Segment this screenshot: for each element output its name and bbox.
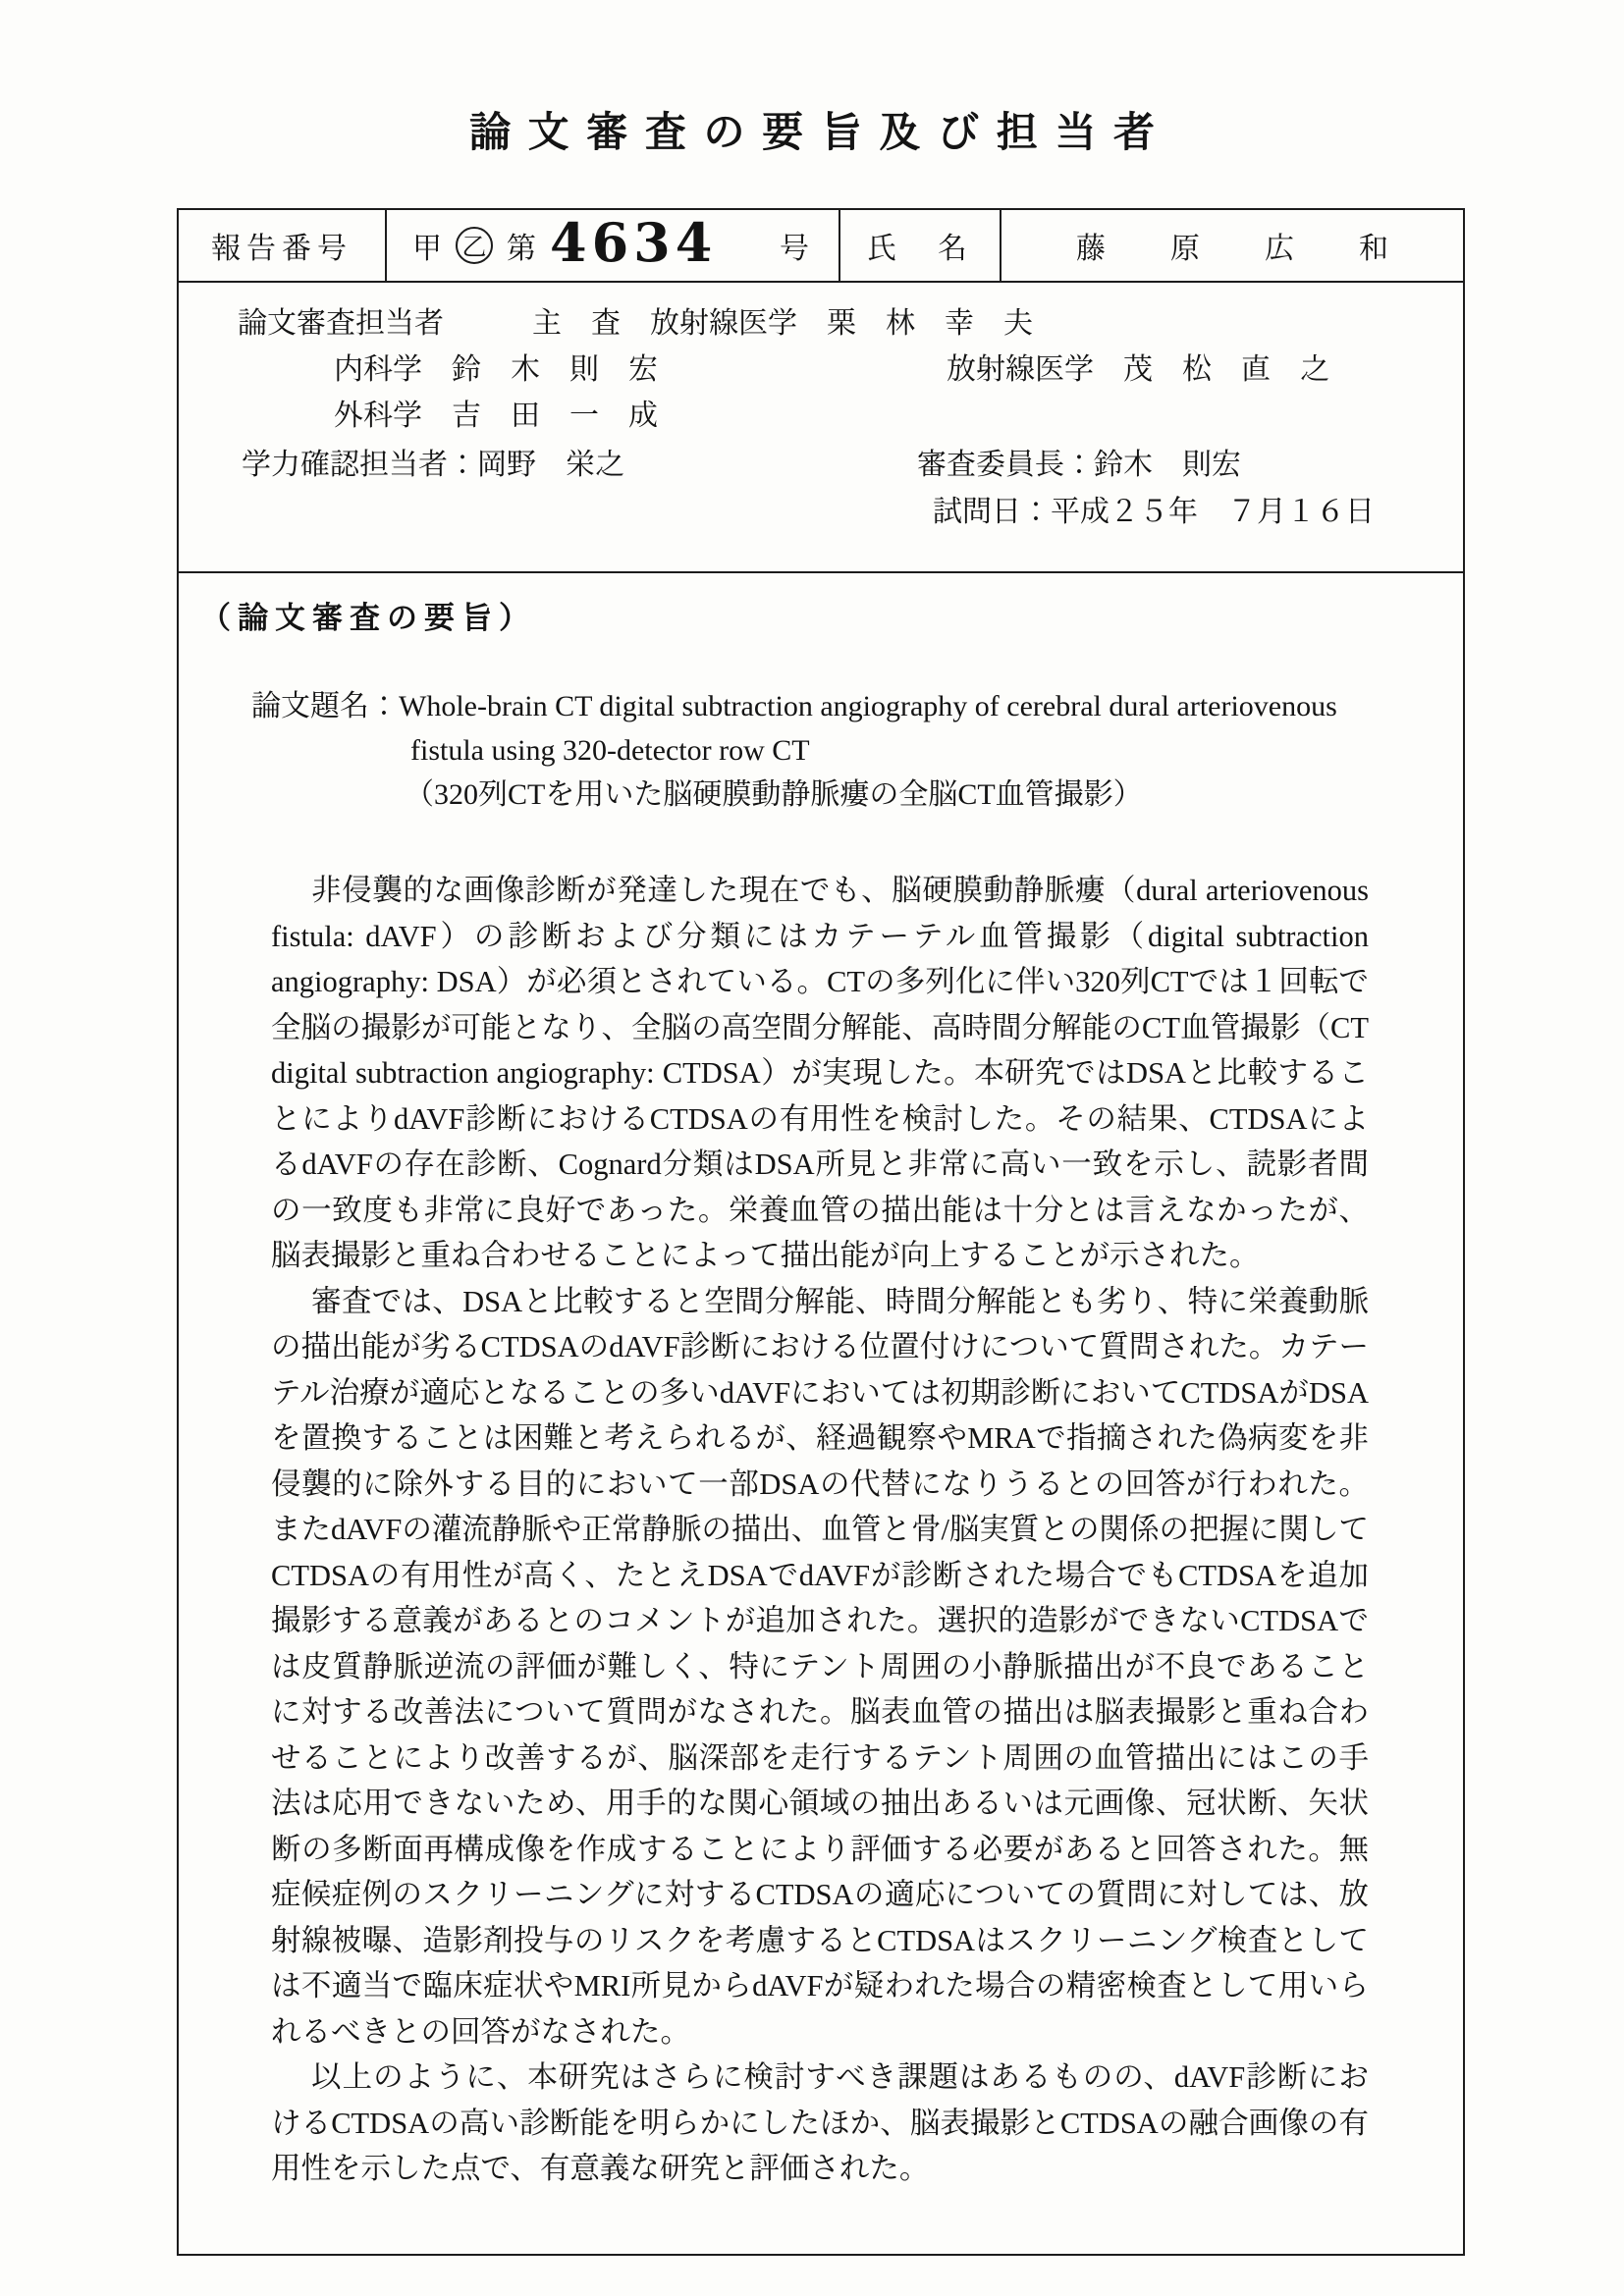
report-number-dai: 第: [507, 233, 536, 265]
exam-date: 試問日：平成２５年 ７月１６日: [933, 496, 1375, 528]
summary-paragraph-2: 審査では、DSAと比較すると空間分解能、時間分解能とも劣り、特に栄養動脈の描出能が劣るCTDSAのdAVF診断における位置付けについて質問された。カテーテル治療が適応となることの多いdAVFにおいては初期診断においてCTDSAがDSAを置換することは困難と考えられるが、経過観察やMRAで指摘された偽病変を非侵襲的に除外する目的において一部DSAの代替になりうるとの回答が行われた。またdAVFの灌流静脈や正常静脈の描出、血管と骨/脳実質との関係の把握に関してCTDSAの有用性が高く、たとえDSAでdAVFが診断された場合でもCTDSAを追加撮影する意義があるとのコメントが追加された。選択的造影ができないCTDSAでは皮質静脈逆流の評価が難しく、特にテント周囲の小静脈描出が不良であることに対する改善法について質問がなされた。脳表血管の描出は脳表撮影と重ね合わせることにより改善するが、脳深部を走行するテント周囲の血管描出にはこの手法は応用できないため、用手的な関心領域の抽出あるいは元画像、冠状断、矢状断の多断面再構成像を作成することにより評価する必要があると回答された。無症候症例のスクリーニングに対するCTDSAの適応についての質問に対しては、放射線被曝、造影剤投与のリスクを考慮するとCTDSAはスクリーニング検査としては不適当で臨床症状やMRI所見からdAVFが疑われた場合の精密検査として用いられるべきとの回答がなされた。: [271, 1284, 1369, 2049]
member-surgery: 外科学 吉 田 一 成: [334, 400, 658, 432]
thesis-title-en-line2: fistula using 320-detector row CT: [410, 734, 810, 767]
summary-body: [179, 573, 1463, 2192]
thesis-title-ja: （320列CTを用いた脳硬膜動静脈瘻の全脳CT血管撮影）: [405, 778, 1143, 811]
thesis-title-lines: [399, 684, 1337, 817]
committee-block: [179, 283, 1463, 573]
report-type-kou: 甲: [412, 233, 442, 265]
academic-confirmation: 学力確認担当者：岡野 栄之: [242, 449, 624, 481]
thesis-title-en-line1: Whole-brain CT digital subtraction angiography of cerebral dural arteriovenous: [399, 690, 1337, 722]
document-frame: [177, 208, 1465, 2256]
name-value: 藤 原 広 和: [1076, 233, 1406, 265]
name-label: 氏 名: [840, 210, 1001, 281]
report-type-otsu-circled: 乙: [456, 227, 493, 264]
report-number-suffix: 号: [780, 233, 809, 265]
page-title: 論文審査の要旨及び担当者: [468, 111, 1172, 156]
member-radiology-2: 放射線医学 茂 松 直 之: [947, 353, 1329, 386]
thesis-title-label: 論文題名：: [251, 690, 399, 722]
thesis-title-block: [251, 684, 1394, 817]
examiners-line: 論文審査担当者 主 査 放射線医学 栗 林 幸 夫: [238, 307, 1033, 340]
summary-paragraph-1: 非侵襲的な画像診断が発達した現在でも、脳硬膜動静脈瘻（dural arteriovenous fistula: dAVF）の診断および分類にはカテーテル血管撮影（digital subtraction angiography: DSA）が必須とされている。CTの多列化に伴い320列CTでは１回転で全脳の撮影が可能となり、全脳の高空間分解能、高時間分解能のCT血管撮影（CT digital subtraction angiography: CTDSA）が実現した。本研究ではDSAと比較することによりdAVF診断におけるCTDSAの有用性を検討した。その結果、CTDSAによるdAVFの存在診断、Cognard分類はDSA所見と非常に高い一致を示し、読影者間の一致度も非常に良好であった。栄養血管の描出能は十分とは言えなかったが、脳表撮影と重ね合わせることによって描出能が向上することが示された。: [271, 874, 1369, 1272]
member-internal-medicine: 内科学 鈴 木 則 宏: [334, 353, 658, 386]
report-number-value: 4634: [550, 211, 718, 274]
summary-section-label: （論文審査の要旨）: [200, 601, 536, 635]
summary-paragraph-3: 以上のように、本研究はさらに検討すべき課題はあるものの、dAVF診断におけるCTDSAの高い診断能を明らかにしたほか、脳表撮影とCTDSAの融合画像の有用性を示した点で、有意義な研究と評価された。: [271, 2060, 1369, 2185]
header-row: [179, 210, 1463, 283]
report-number-cell: [387, 210, 840, 281]
report-number-label: 報告番号: [179, 210, 387, 281]
committee-chair: 審査委員長：鈴木 則宏: [917, 449, 1241, 481]
